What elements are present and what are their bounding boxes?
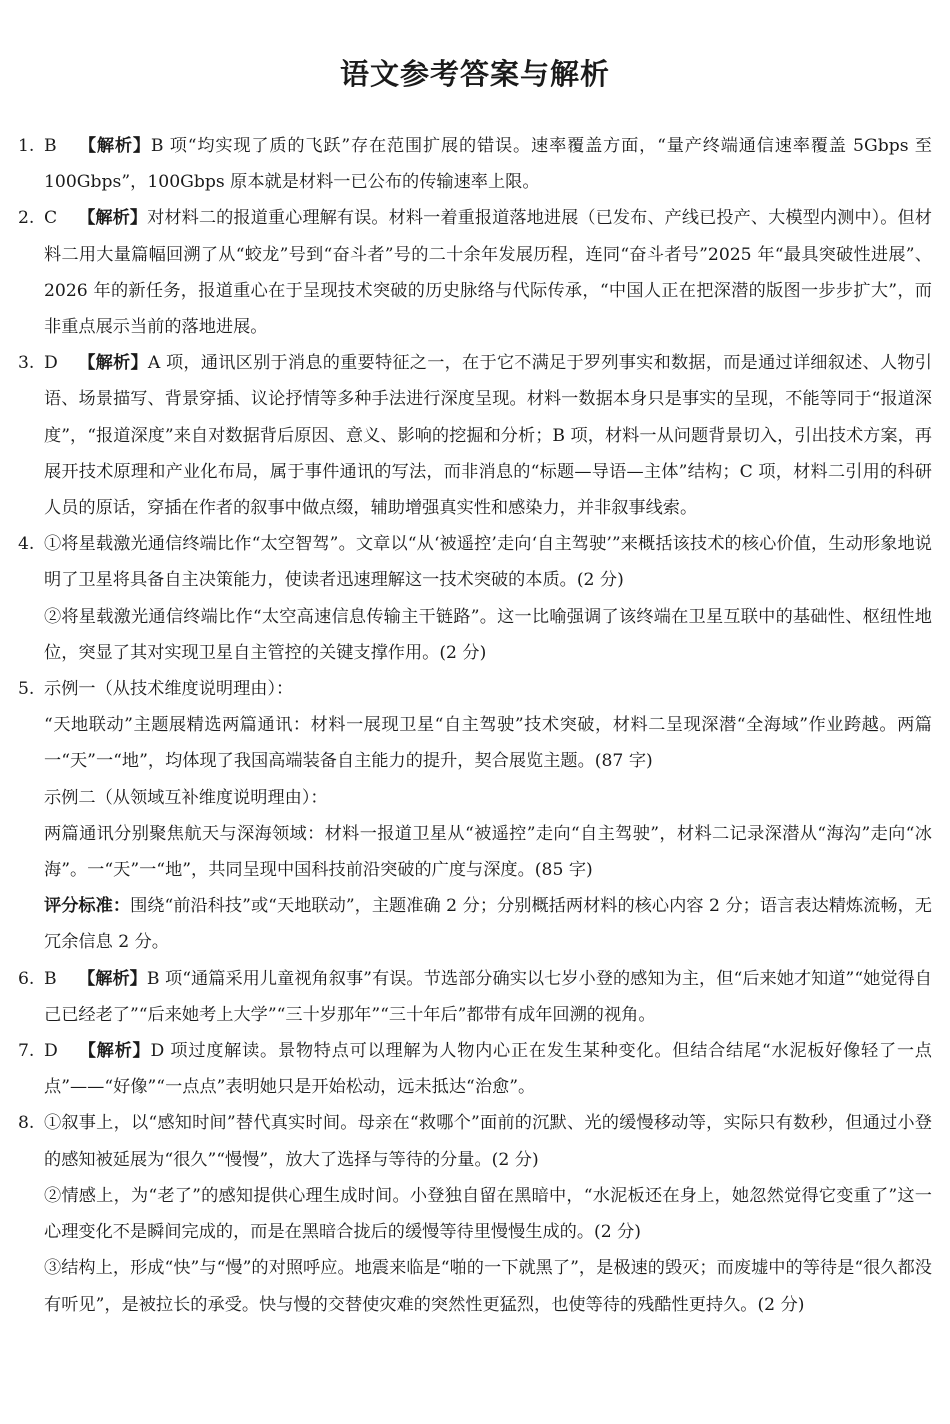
answer-choice: C xyxy=(44,208,58,229)
answer-choice: B xyxy=(44,968,57,989)
answer-content xyxy=(18,128,932,1323)
analysis-text: A 项，通讯区别于消息的重要特征之一，在于它不满足于罗列事实和数据，而是通过详细叙述、人物引语、场景描写、背景穿插、议论抒情等多种手法进行深度呈现。材料一数据本身只是事实的呈现，不能等同于“报道深度”，“报道深度”来自对数据背后原因、意义、影响的挖掘和分析；B 项，材料一从问题背景切入，引出技术方案，再展开技术原理和产业化布局，属于事件通讯的写法，而非消息的“标题—导语—主体”结构；C 项，材料二引用的科研人员的原话，穿插在作者的叙事中做点缀，辅助增强真实性和感染力，并非叙事线索。 xyxy=(44,353,932,519)
answer-text xyxy=(44,200,932,345)
example-text: “天地联动”主题展精选两篇通讯：材料一展现卫星“自主驾驶”技术突破，材料二呈现深潜“全海域”作业跨越。两篇一“天”一“地”，均体现了我国高端装备自主能力的提升，契合展览主题。(87 字) xyxy=(44,715,932,772)
criteria-text: 围绕“前沿科技”或“天地联动”，主题准确 2 分；分别概括两材料的核心内容 2 分；语言表达精炼流畅，无冗余信息 2 分。 xyxy=(44,896,932,953)
analysis-tag: 【解析】 xyxy=(78,208,148,229)
answer-choice: D xyxy=(44,1041,58,1062)
answer-item-7 xyxy=(18,1033,932,1105)
answer-text xyxy=(44,1033,932,1105)
answer-paragraph: ②将星载激光通信终端比作“太空高速信息传输主干链路”。这一比喻强调了该终端在卫星互联中的基础性、枢纽性地位，突显了其对实现卫星自主管控的关键支撑作用。(2 分) xyxy=(44,606,932,663)
scoring-criteria xyxy=(44,888,932,960)
answer-paragraph: ①叙事上，以“感知时间”替代真实时间。母亲在“救哪个”面前的沉默、光的缓慢移动等，实际只有数秒，但通过小登的感知被延展为“很久”“慢慢”，放大了选择与等待的分量。(2 分) xyxy=(44,1113,932,1170)
answer-item-3 xyxy=(18,345,932,526)
question-number: 1. xyxy=(18,136,35,156)
question-number: 4. xyxy=(18,534,35,555)
example-heading: 示例一（从技术维度说明理由）： xyxy=(44,679,294,700)
question-number: 6. xyxy=(18,968,35,989)
answer-item-4 xyxy=(18,526,932,671)
analysis-tag: 【解析】 xyxy=(78,136,151,156)
analysis-text: B 项“均实现了质的飞跃”存在范围扩展的错误。速率覆盖方面，“量产终端通信速率覆盖 5Gbps 至 100Gbps”，100Gbps 原本就是材料一已公布的传输速率上限。 xyxy=(44,136,932,193)
example-text: 两篇通讯分别聚焦航天与深海领域：材料一报道卫星从“被遥控”走向“自主驾驶”，材料二记录深潜从“海沟”走向“冰海”。一“天”一“地”，共同呈现中国科技前沿突破的广度与深度。(85 字) xyxy=(44,823,932,881)
analysis-tag: 【解析】 xyxy=(78,353,148,374)
analysis-tag: 【解析】 xyxy=(78,1041,151,1062)
page-title: 语文参考答案与解析 xyxy=(339,57,610,91)
analysis-text: 对材料二的报道重心理解有误。材料一着重报道落地进展（已发布、产线已投产、大模型内测中）。但材料二用大量篇幅回溯了从“蛟龙”号到“奋斗者”号的二十余年发展历程，连同“奋斗者号”2025 年“最具突破性进展”、2026 年的新任务，报道重心在于呈现技术突破的历史脉络与代际传承，“中国人正在把深潜的版图一步步扩大”，而非重点展示当前的落地进展。 xyxy=(44,208,932,338)
answer-text xyxy=(44,345,932,526)
question-number: 8. xyxy=(18,1113,35,1134)
criteria-label: 评分标准： xyxy=(44,896,131,917)
question-number: 3. xyxy=(18,353,35,374)
answer-text xyxy=(44,961,932,1033)
answer-item-6 xyxy=(18,961,932,1033)
analysis-text: D 项过度解读。景物特点可以理解为人物内心正在发生某种变化。但结合结尾“水泥板好像轻了一点点”——“好像”“一点点”表明她只是开始松动，远未抵达“治愈”。 xyxy=(44,1041,932,1098)
answer-item-8 xyxy=(18,1105,932,1322)
analysis-text: B 项“通篇采用儿童视角叙事”有误。节选部分确实以七岁小登的感知为主，但“后来她才知道”“她觉得自己已经老了”“后来她考上大学”“三十岁那年”“三十年后”都带有成年回溯的视角。 xyxy=(44,968,932,1025)
answer-item-5 xyxy=(18,671,932,961)
example-heading: 示例二（从领域互补维度说明理由）： xyxy=(44,787,328,808)
question-number: 5. xyxy=(18,679,35,700)
analysis-tag: 【解析】 xyxy=(78,968,147,989)
answer-paragraph: ③结构上，形成“快”与“慢”的对照呼应。地震来临是“啪的一下就黑了”，是极速的毁灭；而废墟中的等待是“很久都没有听见”，是被拉长的承受。快与慢的交替使灾难的突然性更猛烈，也使等待的残酷性更持久。(2 分) xyxy=(44,1258,932,1315)
answer-item-1 xyxy=(18,128,932,200)
answer-choice: D xyxy=(44,353,58,374)
answer-paragraph: ②情感上，为“老了”的感知提供心理生成时间。小登独自留在黑暗中，“水泥板还在身上，她忽然觉得它变重了”这一心理变化不是瞬间完成的，而是在黑暗合拢后的缓慢等待里慢慢生成的。(2 分) xyxy=(44,1185,932,1243)
answer-item-2 xyxy=(18,200,932,345)
question-number: 2. xyxy=(18,208,35,229)
answer-choice: B xyxy=(44,136,57,156)
answer-text xyxy=(44,128,932,200)
question-number: 7. xyxy=(18,1041,35,1062)
answer-paragraph: ①将星载激光通信终端比作“太空智驾”。文章以“从‘被遥控’走向‘自主驾驶’”来概括该技术的核心价值，生动形象地说明了卫星将具备自主决策能力，使读者迅速理解这一技术突破的本质。(2 分) xyxy=(44,534,932,591)
